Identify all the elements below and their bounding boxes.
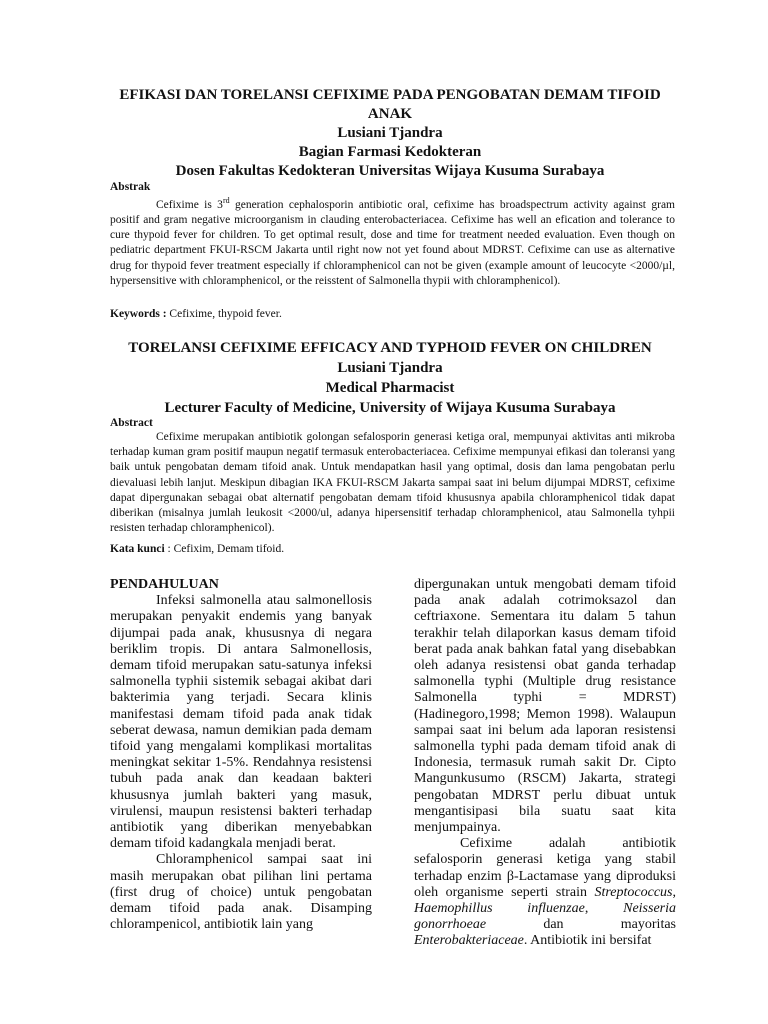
p4-sep-1: , — [672, 884, 676, 900]
affiliation-2: Lecturer Faculty of Medicine, University of Wijaya Kusuma Surabaya — [164, 400, 616, 416]
abstract-text-rest: generation cephalosporin antibiotic oral, cefixime has broadspectrum activity against gram positif and gram negative microorganism in clauding enterobacteriacea. Cefixime has well an efication and tolerance to cure thypoid fever for children. To get optimal result, dose and time for treatment needed evaluation. Even though on pediatric department FKUI-RSCM Jakarta until right now not yet found about MDRST. Cefixime can use as alternative drug for thypoid fever treatment especially if chloramphenicol can not be given (example amount of leucocyte <2000/µl, hypersensitive with chloramphenicol, or the reisstent of Salmonella thypii with chloramphenicol). — [110, 198, 675, 287]
p4-text-i: . Antibiotik ini bersifat — [523, 933, 652, 949]
p4-species-3: Neisseria gonorrhoeae — [414, 901, 676, 933]
paper-title-english: TORELANSI CEFIXIME EFFICACY AND TYPHOID FEVER ON CHILDREN — [128, 340, 652, 356]
author-name-2: Lusiani Tjandra — [337, 360, 443, 376]
affiliation: Dosen Fakultas Kedokteran Universitas Wijaya Kusuma Surabaya — [175, 163, 605, 179]
kata-kunci-line — [110, 543, 284, 555]
p4-sep-2: , — [584, 901, 624, 917]
p4-text-a: Cefixime adalah antibiotik sefalosporin generasi ketiga yang stabil terhadap enzim β-Lactamase yang diproduksi oleh organisme seperti strain — [414, 836, 676, 900]
kata-kunci-values: : Cefixim, Demam tifoid. — [164, 543, 285, 555]
paragraph-1: Infeksi salmonella atau salmonellosis merupakan penyakit endemis yang banyak dijumpai pada anak, khususnya di negara beriklim tropis. Di antara Salmonellosis, demam tifoid merupakan satu-satunya infeksi salmonella typhii sistemik sebagai akibat dari bakterimia yang terjadi. Secara klinis manifestasi demam tifoid pada anak tidak seberat dewasa, namun demikian pada demam tifoid yang mengalami komplikasi mortalitas meningkat sekitar 1-5%. Rendahnya resistensi tubuh pada anak dan keadaan bakteri khususnya jumlah bakteri yang masuk, virulensi, maupun resistensi bakteri terhadap antibiotik yang diberikan menyebabkan demam tifoid kadangkala menjadi berat. — [110, 593, 372, 852]
section-heading: PENDAHULUAN — [110, 577, 219, 592]
abstract-paragraph: Cefixime merupakan antibiotik golongan sefalosporin generasi ketiga oral, mempunyai aktivitas anti mikroba terhadap kuman gram positif maupun negatif termasuk enterobacteriacea. Cefixime mempunyai efikasi dan toleransi yang baik untuk pengobatan demam tifoid anak. Untuk mendapatkan hasil yang optimal, dosis dan lama pengobatan perlu dievaluasi lebih lanjut. Meskipun dibagian IKA FKUI-RSCM Jakarta sampai saat ini belum dijumpai MDRST, cefixime dapat dipergunakan sebagai obat alternatif pengobatan demam tifoid khususnya apabila chloramphenicol tidak dapat diberikan (misalnya jumlah leukosit <2000/ul, adanya hipersensitif terhadap chloramphenicol, atau Salmonella tyhpii resisten terhadap chloramphenicol). — [110, 431, 675, 535]
p4-text-g: dan mayoritas — [486, 917, 676, 933]
keywords-values: Cefixime, thypoid fever. — [166, 308, 282, 320]
author-name: Lusiani Tjandra — [337, 125, 443, 141]
abstract-label: Abstrak — [110, 181, 151, 193]
p4-species-1: Streptococcus — [594, 884, 673, 900]
paragraph-4 — [414, 836, 676, 949]
abstract-english-text — [110, 193, 675, 289]
left-column — [110, 577, 372, 933]
paragraph-2: Chloramphenicol sampai saat ini masih merupakan obat pilihan lini pertama (first drug of choice) untuk pengobatan demam tifoid pada anak. Disamping chlorampenicol, antibiotik lain yang — [110, 852, 372, 933]
right-column — [414, 577, 676, 950]
keywords-line — [110, 308, 282, 320]
position: Medical Pharmacist — [325, 380, 455, 396]
abstract-text-start: Cefixime is 3 — [156, 198, 223, 211]
kata-kunci-label: Kata kunci — [110, 543, 165, 555]
abstract-indonesian-text — [110, 430, 675, 536]
keywords-label: Keywords : — [110, 308, 167, 320]
p4-species-2: Haemophillus influenzae — [414, 901, 585, 917]
paragraph-3: dipergunakan untuk mengobati demam tifoid pada anak adalah cotrimoksazol dan ceftriaxone. Sementara itu dalam 5 tahun terakhir telah dilaporkan kasus demam tifoid berat pada anak bahkan fatal yang disebabkan oleh adanya resistensi obat ganda terhadap salmonella typhi (Multiple drug resistance Salmonella typhi = MDRST) (Hadinegoro,1998; Memon 1998). Walaupun sampai saat ini belum ada laporan resistensi salmonella typhi pada demam tifoid anak di Indonesia, termasuk rumah sakit Dr. Cipto Mangunkusumo (RSCM) Jakarta, strategi pengobatan MDRST perlu dibuat untuk mengantisipasi bila suatu saat kita menjumpainya. — [414, 577, 676, 836]
abstract-label-2: Abstract — [110, 417, 153, 429]
superscript-rd: rd — [222, 196, 230, 205]
department: Bagian Farmasi Kedokteran — [298, 144, 482, 160]
p4-species-4: Enterobakteriaceae — [414, 933, 524, 949]
paper-title-indonesian: EFIKASI DAN TORELANSI CEFIXIME PADA PENGOBATAN DEMAM TIFOID ANAK — [119, 87, 661, 122]
